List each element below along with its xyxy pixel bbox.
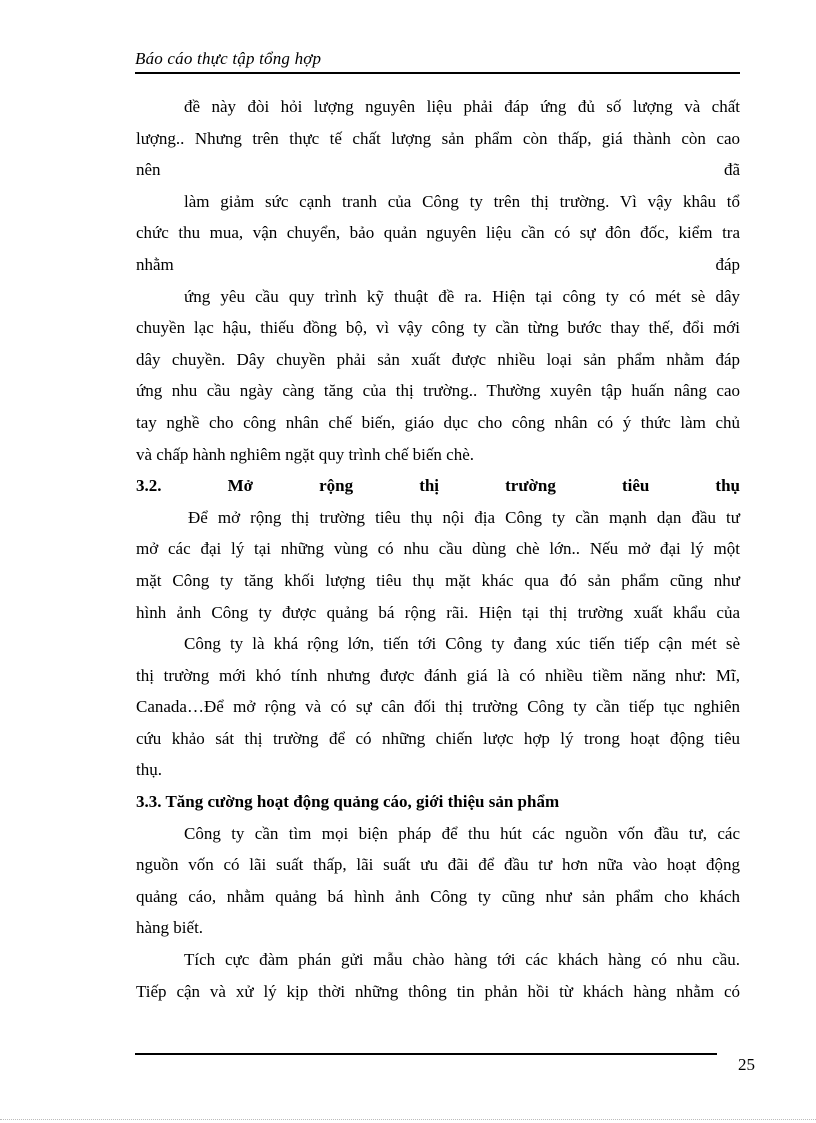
text-line: mở các đại lý tại những vùng có nhu cầu dùng chè lớn.. Nếu mở đại lý một	[136, 539, 740, 559]
page-header	[135, 49, 740, 74]
text-line: Tích cực đàm phán gửi mẫu chào hàng tới các khách hàng có nhu cầu.	[184, 950, 740, 970]
text-line: thị trường mới khó tính nhưng được đánh giá là có nhiều tiềm năng như: Mĩ,	[136, 665, 740, 685]
text-line: Canada…Để mở rộng và có sự cân đối thị trường Công ty cần tiếp tục nghiên	[136, 697, 740, 717]
text-line: nguồn vốn có lãi suất thấp, lãi suất ưu đãi để đầu tư hơn nữa vào hoạt động	[136, 855, 740, 875]
text-line: đề này đòi hỏi lượng nguyên liệu phải đáp ứng đủ số lượng và chất	[184, 97, 740, 116]
text-line: quảng cáo, nhằm quảng bá hình ảnh Công ty cũng như sản phẩm cho khách	[136, 886, 740, 906]
text-line: Để mở rộng thị trường tiêu thụ nội địa Công ty cần mạnh dạn đầu tư	[188, 507, 740, 527]
text-line: chức thu mua, vận chuyển, bảo quản nguyên liệu cần có sự đôn đốc, kiểm tra	[136, 223, 740, 243]
header-title: Báo cáo thực tập tổng hợp	[135, 49, 322, 68]
text-line: dây chuyền. Dây chuyền phải sản xuất được nhiều loại sản phẩm nhằm đáp	[136, 349, 740, 369]
page-number: 25	[738, 1055, 755, 1074]
text-line: thụ.	[136, 760, 162, 780]
text-line: ứng yêu cầu quy trình kỹ thuật đề ra. Hiện tại công ty có mét sè dây	[184, 286, 740, 306]
section-heading: 3.2. Mở rộng thị trường tiêu thụ	[136, 476, 740, 496]
page-bottom-border	[0, 1119, 816, 1120]
text-line: Công ty là khá rộng lớn, tiến tới Công ty đang xúc tiến tiếp cận mét sè	[184, 634, 740, 654]
text-line: ứng nhu cầu ngày càng tăng của thị trường.. Thường xuyên tập huấn nâng cao	[136, 381, 740, 401]
text-line: và chấp hành nghiêm ngặt quy trình chế biến chè.	[136, 444, 474, 464]
text-line: tay nghề cho công nhân chế biến, giáo dục cho công nhân có ý thức làm chủ	[136, 412, 740, 432]
text-line: lượng.. Nhưng trên thực tế chất lượng sản phẩm còn thấp, giá thành còn cao	[136, 128, 740, 148]
text-line: mặt Công ty tăng khối lượng tiêu thụ mặt khác qua đó sản phẩm cũng như	[136, 570, 740, 590]
text-line: hình ảnh Công ty được quảng bá rộng rãi. Hiện tại thị trường xuất khẩu của	[136, 602, 740, 622]
text-line: cứu khảo sát thị trường để có những chiến lược hợp lý trong hoạt động tiêu	[136, 728, 740, 748]
text-line: Tiếp cận và xử lý kịp thời những thông tin phản hồi từ khách hàng nhằm có	[136, 981, 740, 1001]
document-body	[136, 91, 740, 1007]
text-line: Công ty cần tìm mọi biện pháp để thu hút các nguồn vốn đầu tư, các	[184, 823, 740, 843]
text-line: nên đã	[136, 160, 740, 180]
text-line: nhằm đáp	[136, 254, 740, 274]
footer-rule	[135, 1053, 717, 1055]
text-line: chuyền lạc hậu, thiếu đồng bộ, vì vậy công ty cần từng bước thay thế, đổi mới	[136, 318, 740, 338]
text-line: hàng biết.	[136, 918, 204, 938]
section-heading: 3.3. Tăng cường hoạt động quảng cáo, giới thiệu sản phẩm	[136, 792, 560, 812]
text-line: làm giảm sức cạnh tranh của Công ty trên thị trường. Vì vậy khâu tổ	[184, 191, 740, 211]
